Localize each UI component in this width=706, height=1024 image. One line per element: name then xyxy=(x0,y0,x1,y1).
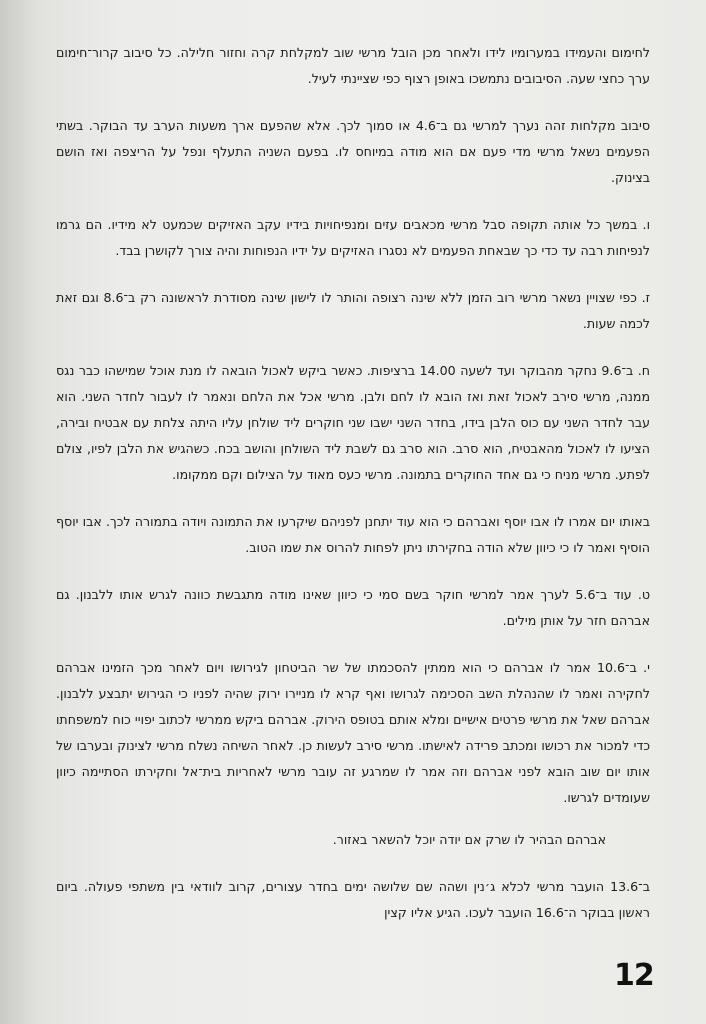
paragraph-3: ו. במשך כל אותה תקופה סבל מרשי מכאבים עזים ומנפיחויות בידיו עקב האזיקים שכמעט לא מידיו. הם גרמו לנפיחות רבה עד כדי כך שבאחת הפעמים לא נסגרו האזיקים על ידיו הנפוחות והיה צורך לקושרן בבד. xyxy=(56,217,650,258)
page-number: 12 xyxy=(614,958,654,993)
paragraph-1: לחימום והעמידו במערומיו לידו ולאחר מכן הובל מרשי שוב למקלחת קרה וחזור חלילה. כל סיבוב קרור־חימום ערך כחצי שעה. הסיבובים נתמשכו באופן רצוף כפי שציינתי לעיל. xyxy=(56,45,650,86)
paragraph-6: באותו יום אמרו לו אבו יוסף ואברהם כי הוא עוד יתחנן לפניהם שיקרעו את התמונה ויודה בתמורה לכך. אבו יוסף הוסיף ואמר לו כי כיוון שלא הודה בחקירתו ניתן לפחות להרוס את שמו הטוב. xyxy=(56,514,650,555)
paragraph-10: ב־13.6 הועבר מרשי לכלא ג׳נין ושהה שם שלושה ימים בחדר עצורים, קרוב לוודאי בין משתפי פעולה. ביום ראשון בבוקר ה־16.6 הועבר לעכו. הגיע אליו קצין xyxy=(56,879,650,920)
body-text xyxy=(56,40,650,926)
paragraph-8: י. ב־10.6 אמר לו אברהם כי הוא ממתין להסכמתו של שר הביטחון לגירושו ויום לאחר מכך הזמינו אברהם לחקירה ואמר לו שהנהלת השב הסכימה לגרושו ואף קרא לו מניירו ירוק שהיה לפניו כי הגירוש יתבצע ללבנון. אברהם שאל את מרשי פרטים אישיים ומלא אותם בטופס הירוק. אברהם ביקש ממרשי לכתוב יפויי כוח למשפחתו כדי למכור את רכושו ומכתב פרידה לאישתו. מרשי סירב לעשות כן. לאחר השיחה נשלח מרשי לצינוק ובערבו של אותו יום שוב הובא לפני אברהם וזה אמר לו שמרגע זה עובר מרשי לאחריות בית־אל וחקירתו הסתיימה כיוון שעומדים לגרשו. xyxy=(56,660,650,805)
paragraph-9: אברהם הבהיר לו שרק אם יודה יוכל להשאר באזור. xyxy=(332,832,606,847)
paragraph-2: סיבוב מקלחות זהה נערך למרשי גם ב־4.6 או סמוך לכך. אלא שהפעם ארך משעות הערב עד הבוקר. בשתי הפעמים נשאל מרשי מדי פעם אם הוא מודה במיוחס לו. בפעם השניה התעלף ונפל על הריצפה ואז הושם בצינוק. xyxy=(56,118,650,185)
paragraph-4: ז. כפי שצויין נשאר מרשי רוב הזמן ללא שינה רצופה והותר לו לישון שינה מסודרת לראשונה רק ב־8.6 וגם זאת לכמה שעות. xyxy=(56,290,650,331)
paragraph-5: ח. ב־9.6 נחקר מהבוקר ועד לשעה 14.00 ברציפות. כאשר ביקש לאכול הובאה לו מנת אוכל שמישהו כבר נגס ממנה, מרשי סירב לאכול זאת ואז הובא לו לחם ולבן. מרשי אכל את הלחם ונאמר לו לעבור לחדר השני. הוא עבר לחדר השני עם כוס הלבן בידו, בחדר השני ישבו שני חוקרים ליד שולחן עליו היתה צלחת עם אבטיח ובירה, הציעו לו לאכול מהאבטיח, הוא סרב. הוא סרב גם לשבת ליד השולחן והושב בכח. כשהגיש את הלבן לפיו, צולם לפתע. מרשי מניח כי גם אחד החוקרים בתמונה. מרשי כעס מאוד על הצילום וקם ממקומו. xyxy=(56,363,651,482)
paragraph-7: ט. עוד ב־5.6 לערך אמר למרשי חוקר בשם סמי כי כיוון שאינו מודה מתגבשת כוונה לגרש אותו ללבנון. גם אברהם חזר על אותן מילים. xyxy=(56,587,650,628)
